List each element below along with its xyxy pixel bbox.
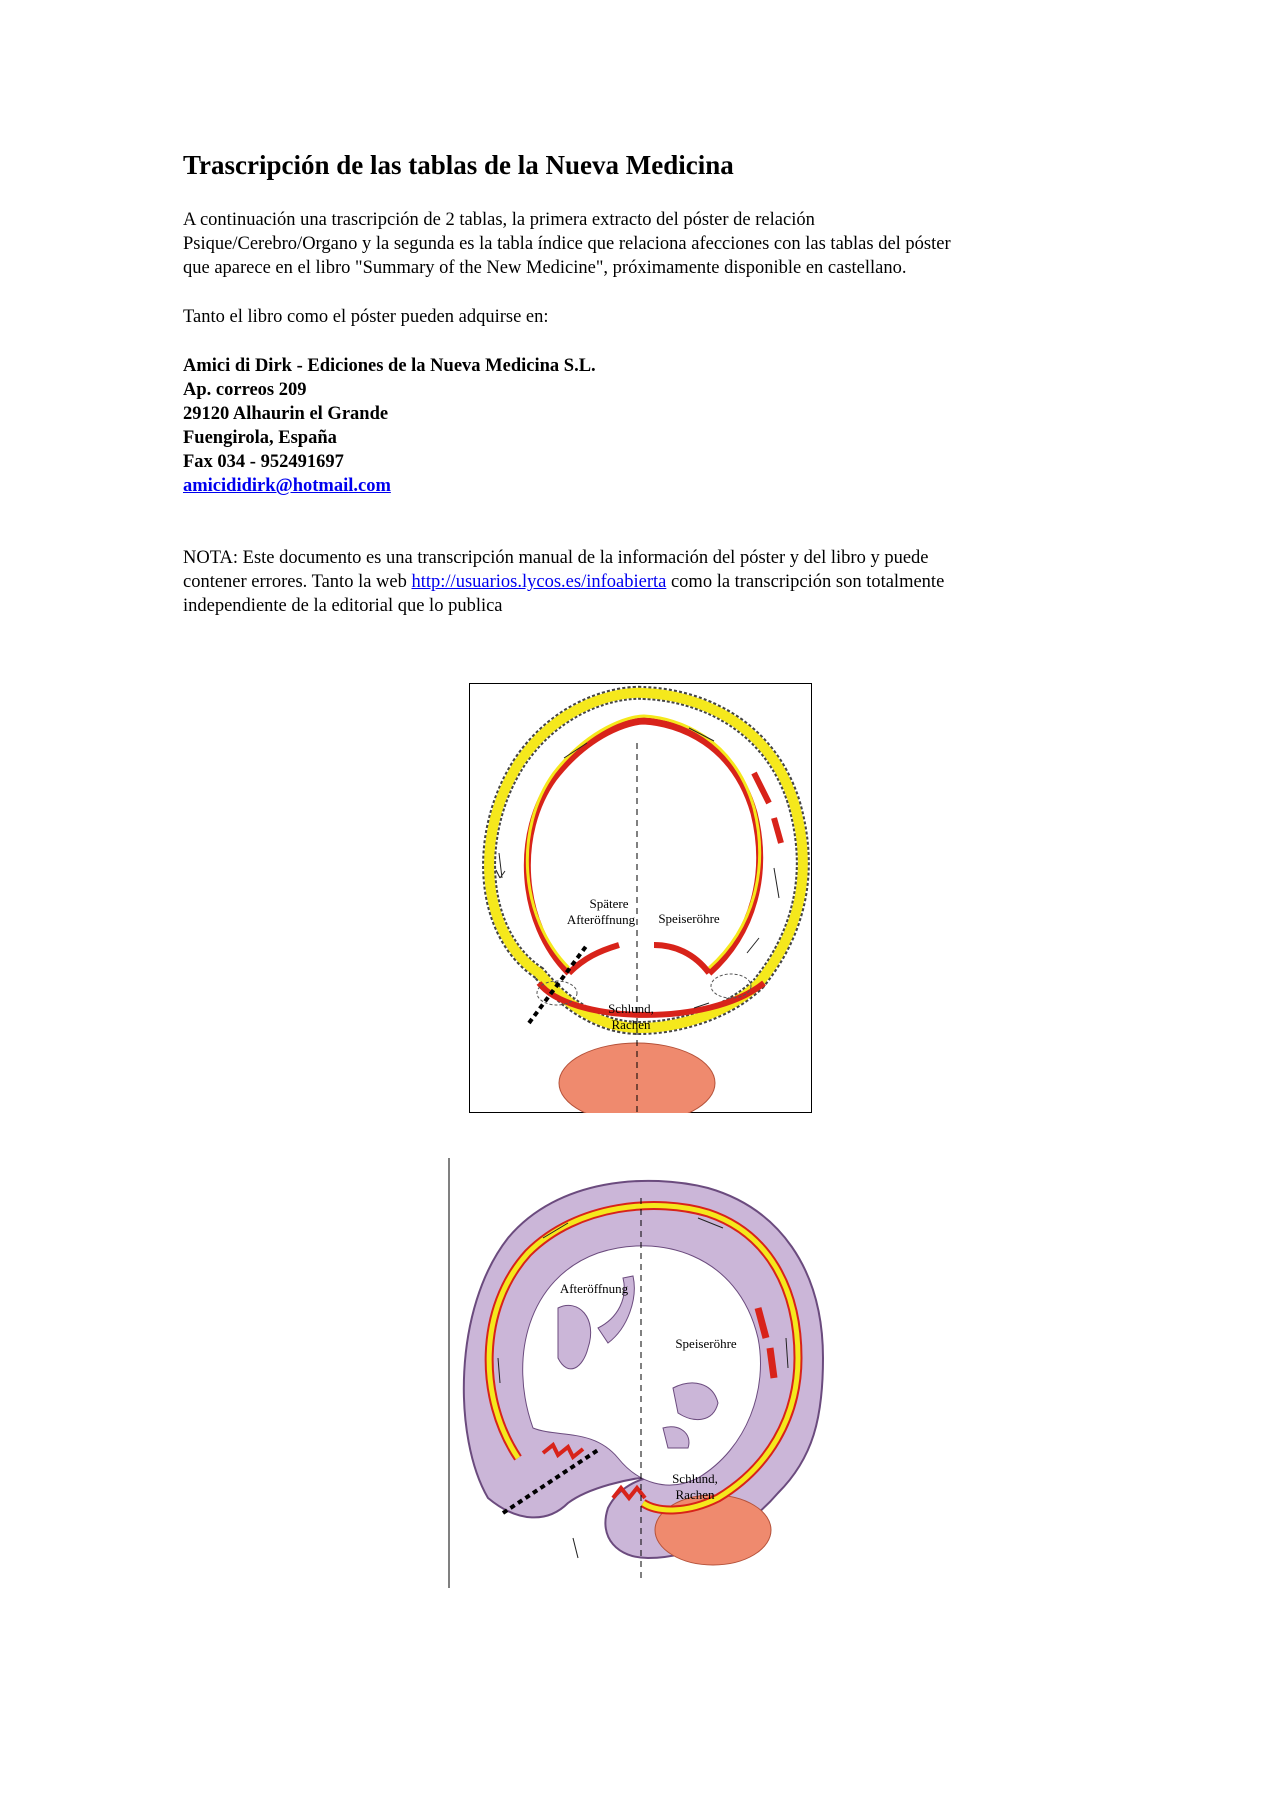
nota-text: contener errores. Tanto la web <box>183 572 412 592</box>
figure-embryo-early <box>469 683 812 1113</box>
figure-embryo-late <box>448 1158 834 1588</box>
address-line-company: Amici di Dirk - Ediciones de la Nueva Medicina S.L. <box>183 356 596 376</box>
embryo-early-illustration <box>469 683 812 1113</box>
nota-paragraph <box>183 546 1103 618</box>
label-afteroffnung: Afteröffnung <box>566 912 636 927</box>
intro-line: Psique/Cerebro/Organo y la segunda es la tabla índice que relaciona afecciones con las tablas del póster <box>183 234 951 254</box>
arrow-icon <box>573 1538 578 1558</box>
nota-text: como la transcripción son totalmente <box>666 572 945 592</box>
nota-line: independiente de la editorial que lo publica <box>183 596 503 616</box>
address-line-city: 29120 Alhaurin el Grande <box>183 404 389 424</box>
label-speiserohre: Speiseröhre <box>658 911 720 926</box>
website-link[interactable]: http://usuarios.lycos.es/infoabierta <box>411 572 667 592</box>
label-schlund: Schlund, <box>672 1471 718 1486</box>
intro-line: que aparece en el libro "Summary of the New Medicine", próximamente disponible en castellano. <box>183 258 907 278</box>
label-rachen: Rachen <box>611 1017 651 1032</box>
page-title: Trascripción de las tablas de la Nueva Medicina <box>183 150 734 180</box>
intro-line: A continuación una trascripción de 2 tablas, la primera extracto del póster de relación <box>183 210 815 230</box>
label-speiserohre: Speiseröhre <box>675 1336 737 1351</box>
address-line-po-box: Ap. correos 209 <box>183 380 307 400</box>
where-text: Tanto el libro como el póster pueden adquirse en: <box>183 307 549 327</box>
label-afteroffnung: Afteröffnung <box>559 1281 629 1296</box>
address-block <box>183 354 1103 498</box>
address-line-fax: Fax 034 - 952491697 <box>183 452 344 472</box>
nota-line: NOTA: Este documento es una transcripción manual de la información del póster y del libro y puede <box>183 548 929 568</box>
label-spatere: Spätere <box>589 896 629 911</box>
label-schlund: Schlund, <box>608 1001 654 1016</box>
nota-line <box>183 570 1103 594</box>
where-paragraph <box>183 305 1103 329</box>
embryo-late-illustration <box>448 1158 834 1588</box>
address-line-region: Fuengirola, España <box>183 428 337 448</box>
label-rachen: Rachen <box>675 1487 715 1502</box>
email-link[interactable]: amicididirk@hotmail.com <box>183 476 391 496</box>
intro-paragraph <box>183 208 1103 280</box>
